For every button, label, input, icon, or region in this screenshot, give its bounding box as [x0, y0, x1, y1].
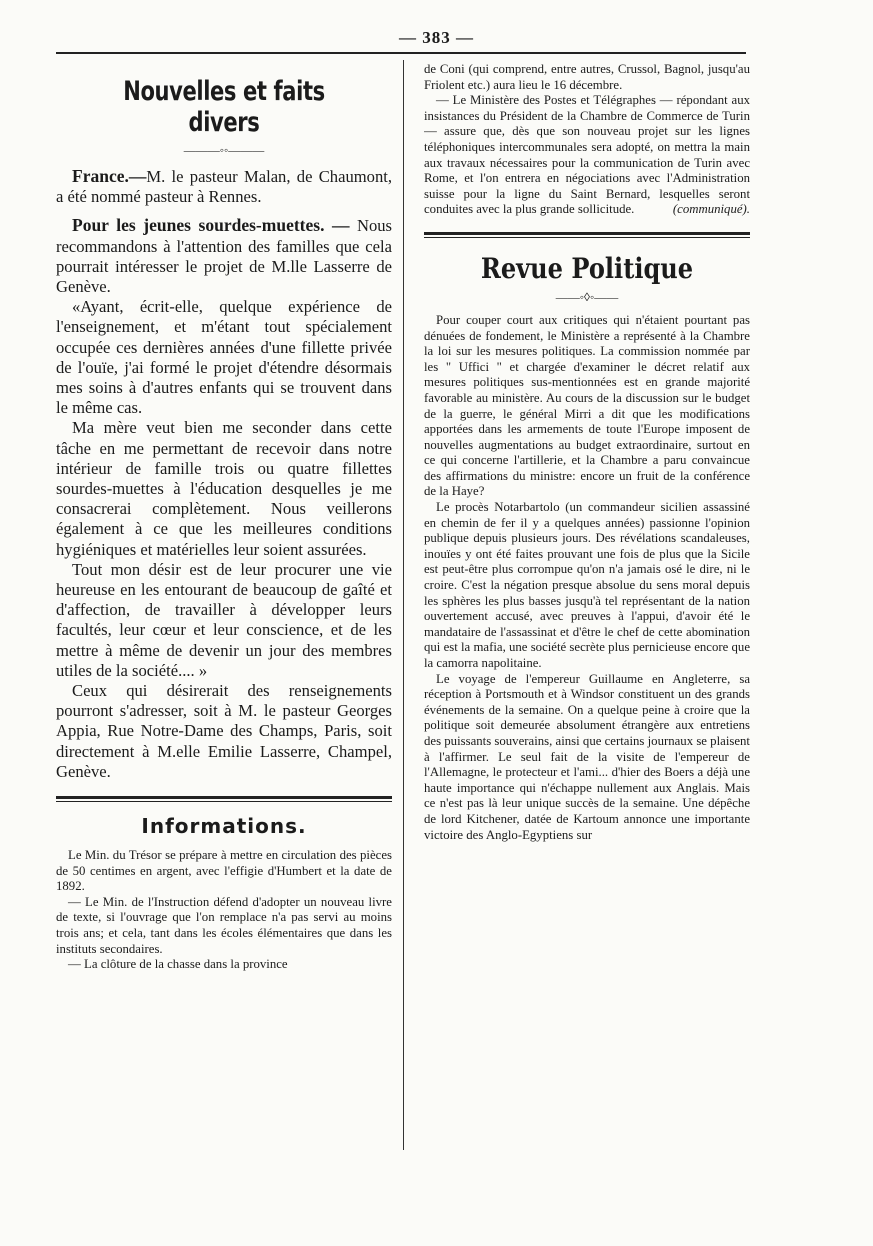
paragraph: de Coni (qui comprend, entre autres, Crussol, Bagnol, jusqu'au Friolent etc.) aura lieu le 16 décembre.	[424, 62, 750, 92]
paragraph: Le voyage de l'empereur Guillaume en Angleterre, sa réception à Portsmouth et à Windsor constituent un des grands événements de la semaine. On a quelque peine à croire que la politique soit demeurée absolument étrangère aux entretiens des puissants souverains, ainsi que certains journaux se plaisent à l'affirmer. Le seul fait de la visite de l'empereur de l'Allemagne, le protecteur et l'ami... d'hier des Boers a déjà une haute importance qui n'échappe nullement aux Anglais. Mais ce n'est pas là leur unique succès de la semaine. Une dépêche de lord Kitchener, datée de Kartoum annonce une importante victoire des Anglo-Egyptiens sur	[424, 671, 750, 842]
paragraph-text: Nous recommandons à l'attention des familles que cela pourrait intéresser le projet de M.lle Lasserre de Genève.	[56, 216, 392, 297]
paragraph: «Ayant, écrit-elle, quelque expérience de l'enseignement, et m'étant tout spécialement occupée ces dernières années d'une fillette privée de l'ouïe, j'ai formé le projet d'étendre désormais mes soins à d'autres enfants qui se trouvent dans le même cas.	[56, 297, 392, 418]
paragraph-text: — Le Ministère des Postes et Télégraphes — répondant aux insistances du Président de la Chambre de Commerce de Turin — assure que, dès que son nouveau projet sur les lignes téléphoniques intercommunales sera adopté, on mettra la main aux travaux nécessaires pour la communication de Turin avec Rome, et l'on entrera en négociations avec l'Administration suisse pour la ligne du Saint Bernard, lesquelles seront conduites avec la plus grande sollicitude.	[424, 93, 750, 217]
paragraph-sourdes-muettes	[56, 215, 392, 297]
right-column	[424, 62, 750, 843]
paragraph: Le Min. du Trésor se prépare à mettre en circulation des pièces de 50 centimes en argent, avec l'effigie d'Humbert et la date de 1892.	[56, 848, 392, 894]
paragraph: Pour couper court aux critiques qui n'étaient pourtant pas dénuées de fondement, le Ministère a représenté à la Chambre la loi sur les mesures politiques. La commission nommée par les " Uffici " et chargée d'examiner le décret relatif aux mesures politiques sus-mentionnées est en grande majorité favorable au ministère. Au cours de la discussion sur le budget de la guerre, le général Mirri a dit que les modifications apportées dans les armements de toute l'Europe imposent de nouvelles augmentations au budget extraordinaire, surtout en ce qui concerne l'artillerie, et la Chambre a paru convaincue des affirmations du ministre: encore un fruit de la conférence de la Haye?	[424, 312, 750, 499]
paragraph: Ma mère veut bien me seconder dans cette tâche en me permettant de recevoir dans notre intérieur de famille trois ou quatre fillettes sourdes-muettes à l'éducation desquelles je me consacrerai complètement. Nous veillerons également à ce que les meilleures conditions hygiéniques et matérielles leur soient assurées.	[56, 418, 392, 559]
paragraph: Tout mon désir est de leur procurer une vie heureuse en les entourant de beaucoup de gaîté et d'affection, de travailler à développer leurs facultés, leur cœur et leur conscience, et de les mettre à même de devenir un jour des membres utiles de la société.... »	[56, 559, 392, 680]
page-number: — 383 —	[399, 28, 474, 47]
paragraph: — La clôture de la chasse dans la province	[68, 957, 288, 972]
paragraph: Le procès Notarbartolo (un commandeur sicilien assassiné en chemin de fer il y a quelques années) passionne l'opinion publique depuis plusieurs jours. Des révélations scandaleuses, inouïes y ont été faites prouvant une fois de plus que la Sicile est peut-être plus corrompue qu'on n'a jamais osé le dire, ni le croire. C'est la négation presque absolue du sens moral depuis les sphères les plus basses jusqu'à tel représentant de la nation ouvertement accusé, avec preuves à l'appui, d'avoir été le mandataire de l'assassinat et d'être le chef de cette abomination qui est la mafia, une société secrète plus pernicieuse encore que la camorra napolitaine.	[424, 500, 750, 670]
left-column	[56, 62, 392, 973]
header-rule	[56, 52, 746, 54]
section-rule	[56, 796, 392, 802]
informations-body	[56, 848, 392, 973]
ornament-divider: ———◦◦———	[183, 143, 265, 157]
paragraph-lead: Pour les jeunes sourdes-muettes. —	[72, 215, 350, 236]
paragraph	[424, 93, 750, 218]
column-divider	[403, 60, 404, 1150]
paragraph: — Le Min. de l'Instruction défend d'adopter un nouveau livre de texte, si l'ouvrage que l'on remplace n'a pas servi au moins trois ans; et cela, tant dans les écoles élémentaires que dans les instituts secondaires.	[56, 894, 392, 956]
informations-continued	[424, 62, 750, 218]
section-rule	[424, 232, 750, 238]
ornament-divider: ——◦◊◦——	[555, 289, 619, 304]
nouvelles-body	[56, 166, 392, 782]
paragraph-text: M. le pasteur Malan, de Chaumont, a été nommé pasteur à Rennes.	[56, 167, 392, 207]
signature: (communiqué).	[672, 202, 750, 217]
section-title-revue: Revue Politique	[480, 251, 694, 285]
paragraph-france	[56, 166, 392, 207]
paragraph-lead: France.—	[72, 166, 147, 186]
revue-body	[424, 313, 750, 843]
section-title-nouvelles: Nouvelles et faits divers	[123, 76, 325, 138]
section-title-informations: Informations.	[141, 814, 307, 839]
paragraph: Ceux qui désirerait des renseignements pourront s'adresser, soit à M. le pasteur Georges Appia, Rue Notre-Dame des Champs, Paris, soit directement à M.elle Emilie Lasserre, Champel, Genève.	[56, 681, 392, 781]
